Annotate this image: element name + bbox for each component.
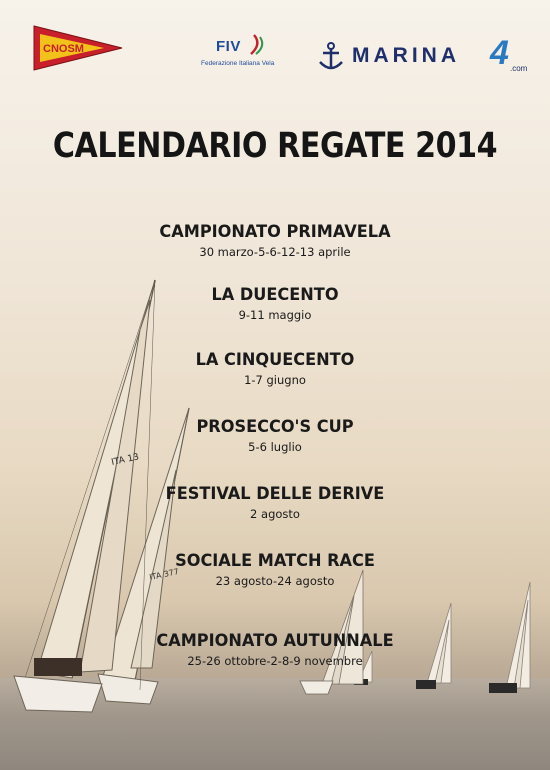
event-name: SOCIALE MATCH RACE — [175, 551, 375, 571]
sail-number-2: ITA 377 — [148, 566, 180, 582]
fiv-logo-text: FIV — [216, 38, 241, 55]
event-item — [95, 350, 455, 387]
fiv-subtitle: Federazione Italiana Vela — [201, 60, 275, 67]
event-item — [95, 631, 455, 668]
event-name: CAMPIONATO PRIMAVELA — [159, 222, 391, 242]
marina-logo-number: 4 — [490, 34, 509, 72]
anchor-icon — [318, 42, 344, 72]
marina4-logo — [318, 34, 538, 76]
event-dates: 5-6 luglio — [248, 440, 302, 454]
sail-number-1: ITA 13 — [110, 452, 140, 468]
event-dates: 1-7 giugno — [244, 373, 306, 387]
event-dates: 9-11 maggio — [238, 308, 312, 322]
cnsm-logo-text: CNOSM — [43, 43, 84, 55]
marina-logo-word: MARINA — [352, 44, 460, 67]
event-dates: 25-26 ottobre-2-8-9 novembre — [187, 654, 363, 668]
event-dates: 23 agosto-24 agosto — [215, 574, 335, 588]
marina-logo-suffix: .com — [510, 64, 528, 73]
sailboat-far-1 — [489, 582, 530, 693]
cnsm-logo — [32, 24, 124, 76]
event-name: CAMPIONATO AUTUNNALE — [156, 631, 394, 651]
event-dates: 30 marzo-5-6-12-13 aprile — [199, 245, 351, 259]
poster-title: CALENDARIO REGATE 2014 — [52, 126, 498, 166]
fiv-logo — [196, 30, 288, 72]
event-item — [95, 551, 455, 588]
event-name: LA DUECENTO — [211, 285, 339, 305]
event-name: FESTIVAL DELLE DERIVE — [165, 484, 385, 504]
event-item — [95, 285, 455, 322]
event-item — [95, 222, 455, 259]
event-dates: 2 agosto — [250, 507, 300, 521]
event-item — [95, 417, 455, 454]
event-name: LA CINQUECENTO — [195, 350, 355, 370]
event-item — [95, 484, 455, 521]
fiv-sail-icon — [248, 34, 268, 56]
event-name: PROSECCO'S CUP — [196, 417, 354, 437]
